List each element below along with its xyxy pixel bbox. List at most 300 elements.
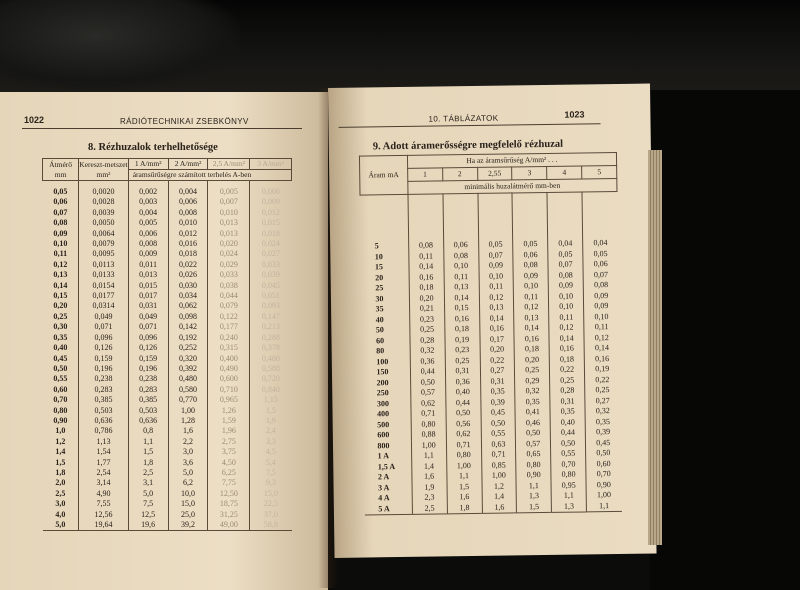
table-cell: 0,0113 (79, 260, 129, 270)
table-cell: 0,55 (481, 428, 516, 439)
table-cell: 0,049 (128, 312, 168, 322)
table-cell: 0,40 (445, 387, 480, 398)
table-cell: 0,006 (250, 181, 292, 198)
header-col-4: 3 (512, 166, 547, 179)
table-cell: 0,05 (583, 248, 618, 259)
table-cell: 0,013 (208, 229, 250, 239)
table-cell: 0,25 (515, 365, 550, 376)
table-cell: 0,10 (514, 281, 549, 292)
table-cell: 0,50 (53, 363, 68, 373)
table-cell: 0,35 (515, 396, 550, 407)
table-cell: 0,08 (583, 280, 618, 291)
table-cell: 0,030 (168, 281, 208, 291)
table-cell: 0,14 (444, 292, 479, 303)
table-cell: 1,9 (412, 482, 447, 493)
table-cell: 0,238 (128, 374, 168, 384)
table-cell: 2,3 (412, 492, 447, 503)
table-cell: 2,4 (250, 426, 292, 436)
table-cell: 0,50 (586, 448, 621, 459)
table-cell: 0,09 (583, 290, 618, 301)
table-cell: 0,006 (128, 229, 168, 239)
table-row (43, 312, 292, 322)
table-cell: 0,62 (446, 429, 481, 440)
table-cell: 25 (375, 283, 384, 293)
table-cell: 12,5 (128, 510, 168, 520)
table-row (43, 281, 292, 291)
table-cell: 0,252 (168, 343, 208, 353)
header-subtitle (128, 170, 291, 181)
table-cell: 0,159 (128, 354, 168, 364)
table-cell: 0,009 (250, 197, 292, 207)
table-cell: 0,20 (53, 301, 68, 311)
table-cell: 3,1 (128, 478, 168, 488)
table-cell: 0,0314 (79, 301, 129, 311)
table-cell: 1,8 (447, 502, 482, 513)
table-cell: 1,3 (552, 501, 587, 512)
table-cell: 0,35 (53, 332, 68, 342)
table-cell: 0,25 (445, 355, 480, 366)
table-cell: 0,55 (53, 374, 68, 384)
table-cell: 0,011 (128, 260, 168, 270)
table-cell: 4,90 (79, 489, 129, 499)
table-cell: 4,0 (55, 509, 66, 519)
table-cell: 0,45 (53, 353, 68, 363)
table-cell: 0,10 (444, 261, 479, 272)
table-cell: 60 (375, 335, 385, 345)
table-cell: 0,50 (481, 418, 516, 429)
table-cell: 0,15 (53, 291, 68, 301)
table-cell: 2,5 (55, 488, 66, 498)
table-cell: 0,22 (585, 374, 620, 385)
table-cell: 2,75 (208, 437, 250, 447)
table-cell: 250 (376, 388, 389, 398)
table-cell: 0,503 (128, 406, 168, 416)
table-cell: 0,28 (550, 385, 585, 396)
table-cell: 0,034 (168, 291, 208, 301)
table-cell: 7,5 (128, 499, 168, 509)
table-cell: 0,147 (250, 312, 292, 322)
table-cell: 0,027 (250, 249, 292, 259)
table-cell: 0,45 (480, 407, 515, 418)
table-row (43, 249, 292, 259)
table-cell: 3,6 (168, 458, 208, 468)
left-table-body (43, 181, 292, 531)
table-cell: 0,05 (512, 192, 548, 249)
table-cell: 0,0177 (79, 291, 129, 301)
table-cell: 0,45 (585, 437, 620, 448)
table-cell: 30 (375, 293, 384, 303)
table-cell: 0,09 (584, 301, 619, 312)
table-cell: 0,026 (168, 270, 208, 280)
table-row (43, 354, 292, 364)
table-cell: 1,26 (208, 406, 250, 416)
left-table-title: 8. Rézhuzalok terhelhetősége (88, 142, 218, 153)
table-cell: 0,213 (250, 322, 292, 332)
table-cell: 0,23 (409, 314, 444, 325)
table-cell: 0,80 (516, 459, 551, 470)
table-row (43, 343, 292, 353)
table-cell: 0,20 (409, 293, 444, 304)
table-cell: 0,0050 (79, 218, 129, 228)
table-cell: 0,385 (79, 395, 129, 405)
table-cell: 0,08 (548, 270, 583, 281)
table-cell: 0,60 (53, 384, 68, 394)
table-cell: 15,0 (250, 489, 292, 499)
table-cell: 0,045 (250, 281, 292, 291)
table-cell: 0,490 (208, 364, 250, 374)
wire-load-table (42, 158, 292, 531)
table-row (43, 458, 292, 468)
table-cell: 3,3 (250, 437, 292, 447)
table-cell: 0,09 (478, 260, 513, 271)
table-cell: 0,11 (53, 249, 68, 259)
table-cell: 0,31 (480, 376, 515, 387)
table-cell: 2,2 (168, 437, 208, 447)
table-cell: 7,75 (208, 478, 250, 488)
table-cell: 10,0 (168, 489, 208, 499)
table-cell: 80 (376, 346, 385, 356)
table-cell: 0,12 (53, 259, 68, 269)
table-cell: 0,636 (79, 416, 129, 426)
table-cell: 0,071 (128, 322, 168, 332)
table-cell: 5,0 (128, 489, 168, 499)
table-cell: 0,004 (128, 208, 168, 218)
table-cell: 37,0 (250, 510, 292, 520)
table-cell: 0,16 (479, 323, 514, 334)
table-cell: 0,60 (586, 458, 621, 469)
table-cell: 0,580 (168, 385, 208, 395)
table-cell: 1,0 (55, 426, 66, 436)
table-cell: 0,71 (481, 449, 516, 460)
table-cell: 0,09 (548, 280, 583, 291)
table-cell: 0,770 (168, 395, 208, 405)
table-row (43, 416, 292, 426)
table-cell: 0,18 (549, 354, 584, 365)
table-cell: 0,55 (551, 448, 586, 459)
table-cell: 1,3 (517, 491, 552, 502)
table-cell: 1,28 (168, 416, 208, 426)
wire-for-current-table (359, 152, 622, 516)
table-cell: 0,159 (79, 354, 129, 364)
table-cell: 39,2 (168, 520, 208, 531)
header-cross-section: Kereszt-metszet mm² (79, 159, 128, 179)
table-cell: 0,0039 (79, 208, 129, 218)
table-cell: 0,50 (551, 438, 586, 449)
table-cell: 1,00 (586, 490, 621, 501)
table-cell: 1,54 (79, 447, 129, 457)
table-cell: 0,80 (411, 419, 446, 430)
table-cell: 0,062 (168, 301, 208, 311)
table-row (43, 437, 292, 447)
table-row (43, 489, 292, 499)
table-cell: 0,038 (208, 281, 250, 291)
table-cell: 3 A (378, 482, 390, 492)
table-cell: 0,017 (128, 291, 168, 301)
table-cell: 0,29 (515, 375, 550, 386)
table-cell: 0,720 (250, 374, 292, 384)
table-cell: 0,006 (168, 197, 208, 207)
table-cell: 0,08 (53, 218, 68, 228)
header-density-2: 2 A/mm² (168, 159, 208, 170)
table-cell: 0,23 (445, 345, 480, 356)
table-cell: 0,0095 (79, 249, 129, 259)
table-cell: 0,192 (168, 333, 208, 343)
table-cell: 20 (375, 272, 384, 282)
table-cell: 0,10 (584, 311, 619, 322)
table-cell: 1,5 (250, 406, 292, 416)
table-cell: 0,21 (409, 303, 444, 314)
table-cell: 0,09 (513, 270, 548, 281)
table-cell: 0,503 (79, 406, 129, 416)
left-header-rule (22, 128, 302, 129)
table-cell: 3,75 (208, 447, 250, 457)
table-cell: 0,71 (411, 408, 446, 419)
table-cell: 0,31 (550, 396, 585, 407)
table-cell: 0,06 (443, 193, 479, 250)
table-cell: 4,50 (208, 458, 250, 468)
table-cell: 0,07 (548, 259, 583, 270)
table-cell: 0,024 (208, 249, 250, 259)
page-edges (648, 150, 662, 545)
table-cell: 6,2 (168, 478, 208, 488)
table-cell: 0,16 (514, 333, 549, 344)
table-cell: 0,0079 (79, 239, 129, 249)
table-cell: 0,04 (547, 192, 583, 249)
table-cell: 0,95 (551, 480, 586, 491)
table-cell: 0,35 (585, 416, 620, 427)
table-cell: 1,59 (208, 416, 250, 426)
table-cell: 1,6 (447, 492, 482, 503)
table-cell: 0,0154 (79, 281, 129, 291)
header-diameter: Átmérő mm (43, 159, 79, 181)
table-cell: 0,18 (514, 344, 549, 355)
table-cell: 1,6 (482, 502, 517, 513)
header-col-6: 5 (582, 165, 617, 178)
table-cell: 5,0 (55, 520, 66, 529)
table-cell: 0,14 (584, 343, 619, 354)
table-row (43, 229, 292, 239)
table-cell: 2,5 (128, 468, 168, 478)
table-cell: 0,320 (168, 354, 208, 364)
table-cell: 0,13 (53, 270, 68, 280)
table-cell: 0,480 (168, 374, 208, 384)
table-cell: 0,003 (128, 197, 168, 207)
table-cell: 0,18 (444, 324, 479, 335)
table-cell: 0,13 (479, 302, 514, 313)
table-cell: 1,6 (168, 426, 208, 436)
table-cell: 0,62 (411, 398, 446, 409)
table-cell: 1 A (377, 451, 390, 461)
table-cell: 5,0 (168, 468, 208, 478)
table-cell: 1,1 (551, 490, 586, 501)
table-cell: 0,093 (250, 301, 292, 311)
table-cell: 0,31 (445, 366, 480, 377)
table-cell: 5 (374, 241, 379, 251)
table-row (43, 270, 292, 280)
table-cell: 1,00 (446, 460, 481, 471)
table-cell: 0,010 (208, 208, 250, 218)
table-cell: 0,41 (515, 407, 550, 418)
table-cell: 4,5 (250, 447, 292, 457)
table-cell: 0,13 (444, 282, 479, 293)
table-cell: 0,012 (168, 229, 208, 239)
table-cell: 0,10 (479, 271, 514, 282)
table-row (43, 385, 292, 395)
table-row (43, 239, 292, 249)
table-cell: 35 (375, 304, 384, 314)
table-cell: 0,20 (480, 344, 515, 355)
table-cell: 0,12 (584, 332, 619, 343)
table-cell: 0,0133 (79, 270, 129, 280)
table-cell: 0,600 (208, 374, 250, 384)
table-cell: 58,8 (250, 520, 292, 531)
table-cell: 0,32 (515, 386, 550, 397)
table-cell: 1,8 (128, 458, 168, 468)
table-row (43, 301, 292, 311)
table-cell: 0,32 (585, 406, 620, 417)
table-cell: 0,010 (168, 218, 208, 228)
table-cell: 0,25 (410, 324, 445, 335)
table-cell: 0,051 (250, 291, 292, 301)
table-cell: 0,12 (514, 302, 549, 313)
table-cell: 31,25 (208, 510, 250, 520)
table-cell: 0,8 (128, 426, 168, 436)
table-row (43, 447, 292, 457)
table-cell: 0,19 (445, 334, 480, 345)
table-cell: 0,002 (128, 181, 168, 198)
table-cell: 0,005 (128, 218, 168, 228)
table-cell: 0,031 (128, 301, 168, 311)
table-cell: 0,71 (446, 439, 481, 450)
table-cell: 0,57 (516, 438, 551, 449)
table-cell: 0,14 (409, 261, 444, 272)
table-cell: 0,17 (479, 334, 514, 345)
table-cell: 0,288 (250, 333, 292, 343)
table-row (43, 374, 292, 384)
table-cell: 0,013 (208, 218, 250, 228)
table-cell: 0,11 (549, 312, 584, 323)
table-cell: 0,020 (208, 239, 250, 249)
table-cell: 0,015 (128, 281, 168, 291)
header-current: Áram mA (359, 155, 407, 195)
table-cell: 10 (374, 251, 383, 261)
table-cell: 0,096 (79, 333, 129, 343)
table-cell: 0,196 (79, 364, 129, 374)
table-cell: 0,786 (79, 426, 129, 436)
table-cell: 0,10 (549, 291, 584, 302)
table-cell: 12,56 (79, 510, 129, 520)
table-row (43, 364, 292, 374)
table-row (43, 406, 292, 416)
table-cell: 0,07 (478, 250, 513, 261)
table-cell: 1,4 (412, 461, 447, 472)
table-row (43, 395, 292, 405)
table-cell: 0,70 (53, 395, 68, 405)
table-cell: 0,044 (208, 291, 250, 301)
header-density-4: 3 A/mm² (250, 159, 292, 170)
table-cell: 0,039 (250, 270, 292, 280)
table-cell: 0,11 (479, 281, 514, 292)
table-cell: 4 A (378, 493, 390, 503)
table-cell: 40 (375, 314, 384, 324)
table-cell: 1,5 (128, 447, 168, 457)
table-cell: 0,015 (250, 218, 292, 228)
table-cell: 2,5 (412, 503, 447, 514)
header-subtitle-text: áramsűrűségre számított terhelés A-ben (132, 170, 252, 179)
table-row (43, 260, 292, 270)
table-cell: 0,32 (410, 345, 445, 356)
table-cell: 0,008 (128, 239, 168, 249)
table-cell: 0,018 (250, 229, 292, 239)
table-cell: 0,10 (549, 301, 584, 312)
table-cell: 1,4 (55, 447, 66, 457)
table-cell: 0,80 (446, 450, 481, 461)
table-cell: 0,07 (583, 269, 618, 280)
table-cell: 0,10 (53, 239, 68, 249)
table-cell: 0,14 (479, 313, 514, 324)
table-cell: 0,46 (515, 417, 550, 428)
table-cell: 2,0 (55, 478, 66, 488)
table-cell: 1,2 (55, 436, 66, 446)
dark-background-right (650, 90, 800, 590)
table-cell: 1,00 (481, 470, 516, 481)
table-cell: 0,90 (516, 470, 551, 481)
table-cell: 0,35 (550, 406, 585, 417)
table-cell: 3,14 (79, 478, 129, 488)
table-cell: 0,022 (168, 260, 208, 270)
table-cell: 1,5 (517, 501, 552, 512)
table-row (43, 520, 292, 531)
table-cell: 0,14 (53, 280, 68, 290)
table-cell: 1,00 (168, 406, 208, 416)
table-cell: 200 (376, 377, 389, 387)
table-cell: 1,1 (128, 437, 168, 447)
table-cell: 1,1 (516, 480, 551, 491)
table-cell: 0,033 (250, 260, 292, 270)
table-cell: 0,177 (208, 322, 250, 332)
table-cell: 0,44 (410, 366, 445, 377)
table-row (43, 197, 292, 207)
table-cell: 3,0 (168, 447, 208, 457)
table-cell: 0,11 (409, 251, 444, 262)
table-cell: 0,079 (208, 301, 250, 311)
table-cell: 0,40 (53, 343, 68, 353)
table-cell: 0,0064 (79, 229, 129, 239)
table-cell: 0,005 (208, 181, 250, 198)
table-cell: 0,004 (168, 181, 208, 198)
table-cell: 15,0 (168, 499, 208, 509)
table-cell: 0,238 (79, 374, 129, 384)
table-row (43, 218, 292, 228)
table-row (43, 208, 292, 218)
right-table-body (360, 191, 621, 515)
table-cell: 19,6 (128, 520, 168, 531)
table-cell: 0,39 (585, 427, 620, 438)
table-cell: 0,50 (516, 428, 551, 439)
header-col-3: 2,55 (477, 167, 512, 180)
table-row (43, 426, 292, 436)
table-cell: 0,283 (79, 385, 129, 395)
table-cell: 1,5 (447, 481, 482, 492)
table-cell: 0,12 (479, 292, 514, 303)
table-cell: 0,240 (208, 333, 250, 343)
table-cell: 3,0 (55, 499, 66, 509)
table-cell: 0,28 (410, 335, 445, 346)
table-cell: 0,012 (250, 208, 292, 218)
table-cell: 0,0028 (79, 197, 129, 207)
table-cell: 0,05 (548, 249, 583, 260)
table-cell: 7,5 (250, 468, 292, 478)
